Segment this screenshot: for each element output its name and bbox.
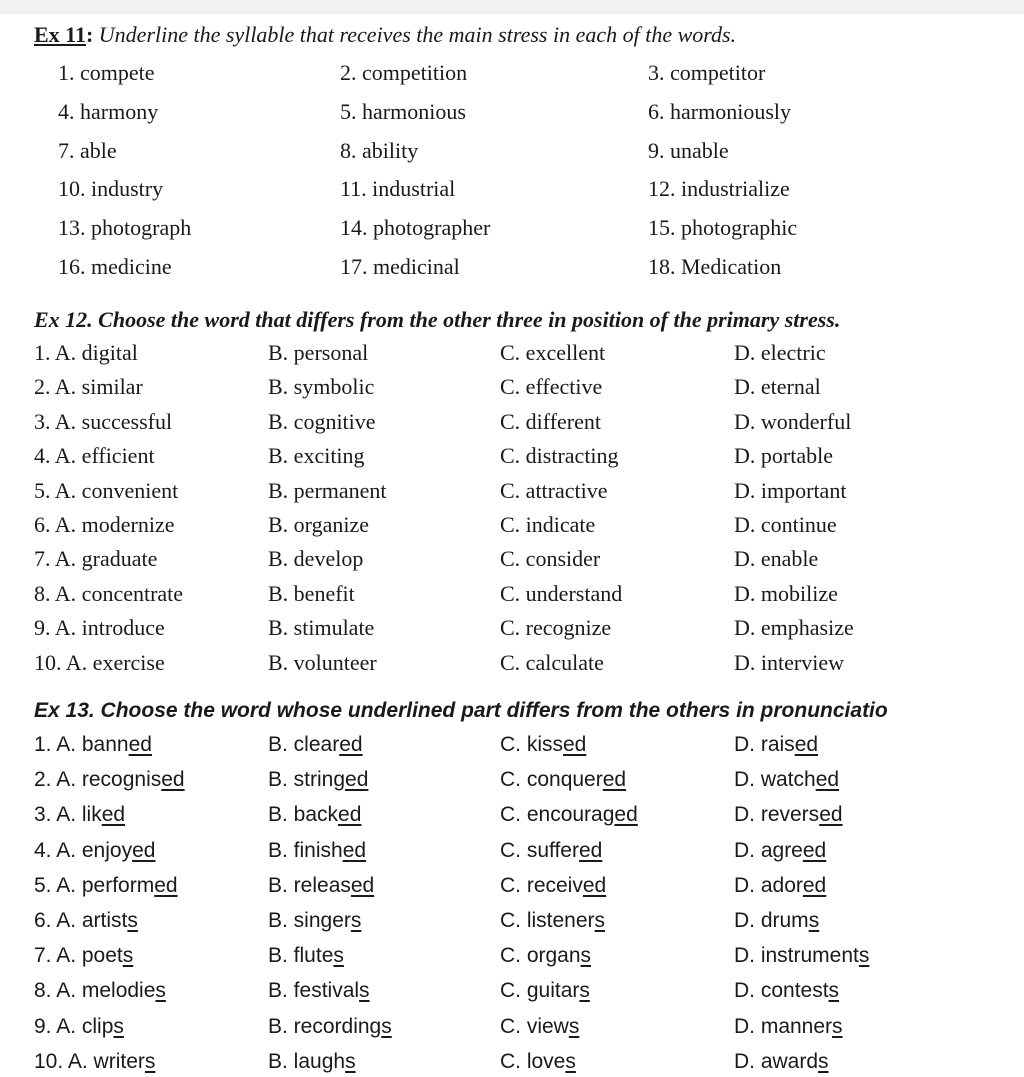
ex12-option: C. indicate: [500, 512, 596, 537]
ex13-underlined-part: s: [333, 944, 344, 968]
ex13-option-stem: D. instrument: [734, 944, 859, 968]
ex13-underlined-part: s: [144, 1049, 156, 1073]
ex12-option: D. portable: [734, 443, 833, 469]
ex13-underlined-part: ed: [132, 838, 156, 862]
ex13-underlined-part: ed: [815, 768, 840, 792]
ex13-option-stem: B. finish: [268, 838, 343, 862]
ex13-option-stem: B. back: [268, 803, 339, 827]
ex12-option: 10. A. exercise: [34, 649, 165, 675]
ex13-option: [34, 1047, 155, 1077]
ex12-option: C. different: [500, 408, 602, 434]
ex13-underlined-part: ed: [154, 873, 178, 897]
ex13-option: [34, 1012, 124, 1042]
ex11-word: 6. harmoniously: [648, 98, 791, 124]
ex11-word: 11. industrial: [340, 176, 456, 202]
ex12-option: B. volunteer: [268, 649, 377, 675]
ex12-option: B. permanent: [268, 477, 387, 503]
ex13-underlined-part: s: [350, 909, 362, 932]
ex13-underlined-part: ed: [339, 733, 363, 756]
ex13-option: [734, 906, 819, 936]
ex12-option: 3. A. successful: [34, 408, 173, 434]
ex11-word: 16. medicine: [58, 254, 172, 279]
ex11-word: 3. competitor: [648, 60, 766, 85]
ex13-option: [734, 765, 839, 795]
ex12-option: 9. A. introduce: [34, 615, 165, 641]
ex12-option: B. symbolic: [268, 374, 375, 400]
ex13-option-stem: C. encourag: [500, 803, 615, 827]
ex13-option: [734, 730, 818, 760]
ex12-option: C. effective: [500, 374, 603, 400]
ex13-option: [734, 1012, 843, 1042]
ex13-option: [34, 800, 125, 830]
ex13-option-stem: C. receiv: [500, 873, 583, 897]
ex13-option: [268, 976, 370, 1006]
ex13-option: [268, 800, 361, 830]
ex13-option: [268, 730, 363, 760]
ex13-option-stem: B. recording: [268, 1014, 382, 1038]
ex12-option: 5. A. convenient: [34, 477, 179, 503]
ex12-option: D. continue: [734, 512, 837, 537]
ex13-option: [500, 871, 606, 901]
ex13-option: [34, 765, 185, 795]
ex13-option: [268, 906, 361, 936]
ex13-option: [734, 976, 839, 1006]
ex13-option-stem: B. laugh: [268, 1049, 346, 1073]
ex13-underlined-part: s: [345, 1049, 356, 1073]
ex13-option-stem: C. view: [500, 1014, 569, 1038]
ex12-option: B. organize: [268, 512, 370, 537]
ex13-option: [734, 941, 869, 971]
ex13-underlined-part: ed: [563, 733, 587, 756]
ex13-option-stem: B. releas: [268, 873, 351, 897]
ex11-word: 17. medicinal: [340, 254, 460, 279]
ex13-underlined-part: ed: [101, 803, 126, 827]
ex13-underlined-part: ed: [350, 873, 375, 897]
ex13-option-stem: 7. A. poet: [34, 944, 123, 968]
ex13-underlined-part: ed: [614, 803, 638, 827]
ex13-option-stem: B. singer: [268, 909, 351, 932]
ex13-option: [268, 1047, 356, 1077]
ex11-word: 5. harmonious: [340, 98, 466, 124]
top-bar: [0, 0, 1024, 14]
ex11-word: 12. industrialize: [648, 176, 790, 202]
ex13-option: [500, 976, 590, 1006]
ex12-option: 7. A. graduate: [34, 546, 158, 572]
ex13-option: [500, 1012, 579, 1042]
ex13-option: [34, 976, 166, 1006]
ex12-option: 6. A. modernize: [34, 512, 175, 537]
ex13-option-stem: 9. A. clip: [34, 1014, 114, 1038]
ex12-option: C. calculate: [500, 649, 604, 675]
ex11-colon: :: [85, 22, 94, 47]
ex12-option: D. wonderful: [734, 408, 852, 434]
ex13-option: [34, 906, 138, 936]
ex13-option: [734, 1047, 829, 1077]
ex11-word: 10. industry: [58, 176, 164, 202]
ex13-underlined-part: s: [568, 1014, 580, 1038]
ex11-word: 7. able: [58, 137, 117, 163]
ex13-option: [268, 941, 344, 971]
ex13-option: [268, 871, 374, 901]
ex12-option: C. understand: [500, 580, 623, 606]
ex13-underlined-part: s: [155, 979, 166, 1003]
ex13-underlined-part: s: [565, 1049, 576, 1073]
ex12-option: C. recognize: [500, 615, 612, 641]
ex13-option-stem: D. drum: [734, 909, 809, 932]
ex12-option: D. emphasize: [734, 615, 854, 641]
ex13-underlined-part: s: [127, 909, 138, 932]
ex12-option: B. stimulate: [268, 615, 375, 641]
ex13-option: [500, 941, 591, 971]
ex13-underlined-part: s: [858, 944, 870, 968]
ex13-option-stem: D. contest: [734, 979, 829, 1003]
ex13-option-stem: 4. A. enjoy: [34, 838, 133, 862]
ex11-word: 1. compete: [58, 60, 155, 85]
ex13-underlined-part: ed: [345, 768, 369, 792]
ex12-option: B. benefit: [268, 580, 355, 606]
ex12-option: D. interview: [734, 649, 844, 675]
ex13-option-stem: B. clear: [268, 733, 340, 756]
ex13-underlined-part: s: [113, 1014, 124, 1038]
ex13-underlined-part: ed: [578, 838, 603, 862]
ex12-option: B. exciting: [268, 443, 365, 469]
ex13-underlined-part: ed: [802, 873, 827, 897]
ex13-option: [500, 1047, 576, 1077]
ex13-underlined-part: s: [828, 979, 840, 1003]
ex13-option-stem: 5. A. perform: [34, 873, 155, 897]
ex13-option: [500, 765, 626, 795]
ex12-option: C. consider: [500, 546, 601, 572]
ex11-word: 15. photographic: [648, 215, 798, 241]
ex13-underlined-part: s: [808, 909, 820, 932]
ex13-underlined-part: ed: [582, 873, 607, 897]
ex13-option-stem: C. suffer: [500, 838, 579, 862]
ex11-word: 8. ability: [340, 137, 419, 163]
ex13-underlined-part: s: [580, 944, 592, 968]
ex13-underlined-part: s: [594, 909, 606, 932]
ex13-option: [34, 836, 155, 866]
ex13-option-stem: D. revers: [734, 803, 820, 827]
ex12-option: 2. A. similar: [34, 374, 143, 400]
ex13-underlined-part: s: [122, 944, 134, 968]
ex13-underlined-part: ed: [342, 838, 367, 862]
ex13-option-stem: D. ador: [734, 873, 803, 897]
ex13-option-stem: 3. A. lik: [34, 803, 102, 827]
ex13-option: [734, 836, 826, 866]
ex13-option-stem: C. guitar: [500, 979, 580, 1003]
ex13-option: [500, 730, 586, 760]
ex13-option-stem: C. organ: [500, 944, 581, 968]
ex13-option-stem: 10. A. writer: [34, 1049, 145, 1073]
ex13-option: [34, 730, 152, 760]
ex12-option: B. cognitive: [268, 408, 376, 434]
ex13-title: Ex 13. Choose the word whose underlined part differs from the others in pronunciatio: [34, 699, 888, 722]
ex13-option: [500, 906, 605, 936]
ex13-option-stem: D. watch: [734, 768, 816, 792]
ex13-underlined-part: ed: [794, 733, 819, 756]
ex12-option: D. important: [734, 477, 847, 503]
ex13-underlined-part: ed: [602, 768, 627, 792]
ex13-option-stem: B. flute: [268, 944, 334, 968]
ex13-option: [500, 836, 602, 866]
ex12-option: 8. A. concentrate: [34, 580, 184, 606]
ex13-option: [34, 941, 133, 971]
ex13-option-stem: C. love: [500, 1049, 566, 1073]
ex11-heading: [34, 20, 736, 50]
ex11-word: 2. competition: [340, 60, 468, 85]
ex13-option-stem: 2. A. recognis: [34, 768, 162, 792]
ex11-word: 18. Medication: [648, 254, 782, 279]
ex13-underlined-part: s: [832, 1014, 843, 1038]
ex13-option: [734, 871, 826, 901]
ex13-option-stem: 8. A. melodie: [34, 979, 156, 1003]
ex13-underlined-part: ed: [128, 733, 152, 756]
ex11-instruction: Underline the syllable that receives the main stress in each of the words.: [98, 22, 737, 47]
ex12-option: D. electric: [734, 340, 826, 365]
ex13-option: [268, 765, 368, 795]
ex11-word: 14. photographer: [340, 215, 491, 241]
ex13-underlined-part: ed: [802, 838, 827, 862]
ex12-option: C. attractive: [500, 477, 608, 503]
ex13-option-stem: C. kiss: [500, 733, 563, 756]
ex12-option: D. mobilize: [734, 580, 838, 606]
ex12-option: B. develop: [268, 546, 364, 572]
ex13-option-stem: 6. A. artist: [34, 909, 128, 932]
ex13-underlined-part: s: [579, 979, 590, 1003]
ex12-option: 4. A. efficient: [34, 443, 155, 469]
ex13-option-stem: 1. A. bann: [34, 733, 129, 756]
ex13-underlined-part: s: [359, 979, 370, 1003]
ex13-option-stem: D. award: [734, 1049, 819, 1073]
ex11-word: 4. harmony: [58, 98, 159, 124]
ex13-option-stem: C. listener: [500, 909, 595, 932]
ex11-label: Ex 11: [34, 22, 86, 47]
ex13-option: [268, 1012, 392, 1042]
ex13-option: [734, 800, 843, 830]
ex11-word: 9. unable: [648, 137, 729, 163]
ex13-option-stem: D. manner: [734, 1014, 833, 1038]
ex13-underlined-part: s: [818, 1049, 829, 1073]
ex13-option-stem: B. string: [268, 768, 346, 792]
ex12-title: Ex 12. Choose the word that differs from the other three in position of the primary stress.: [34, 307, 841, 332]
ex12-option: D. eternal: [734, 374, 821, 400]
ex12-option: D. enable: [734, 546, 819, 572]
ex13-option: [34, 871, 178, 901]
ex13-option-stem: D. agre: [734, 838, 803, 862]
ex12-option: 1. A. digital: [34, 340, 138, 365]
ex13-underlined-part: ed: [161, 768, 185, 792]
ex13-underlined-part: s: [381, 1014, 392, 1038]
ex13-option-stem: B. festival: [268, 979, 360, 1003]
ex13-option-stem: D. rais: [734, 733, 795, 756]
ex13-option-stem: C. conquer: [500, 768, 603, 792]
ex13-option: [268, 836, 366, 866]
ex13-underlined-part: ed: [819, 803, 843, 827]
ex13-option: [500, 800, 638, 830]
ex13-underlined-part: ed: [338, 803, 362, 827]
ex12-option: C. distracting: [500, 443, 619, 469]
ex12-option: C. excellent: [500, 340, 606, 365]
ex11-word: 13. photograph: [58, 215, 192, 241]
ex12-option: B. personal: [268, 340, 369, 365]
